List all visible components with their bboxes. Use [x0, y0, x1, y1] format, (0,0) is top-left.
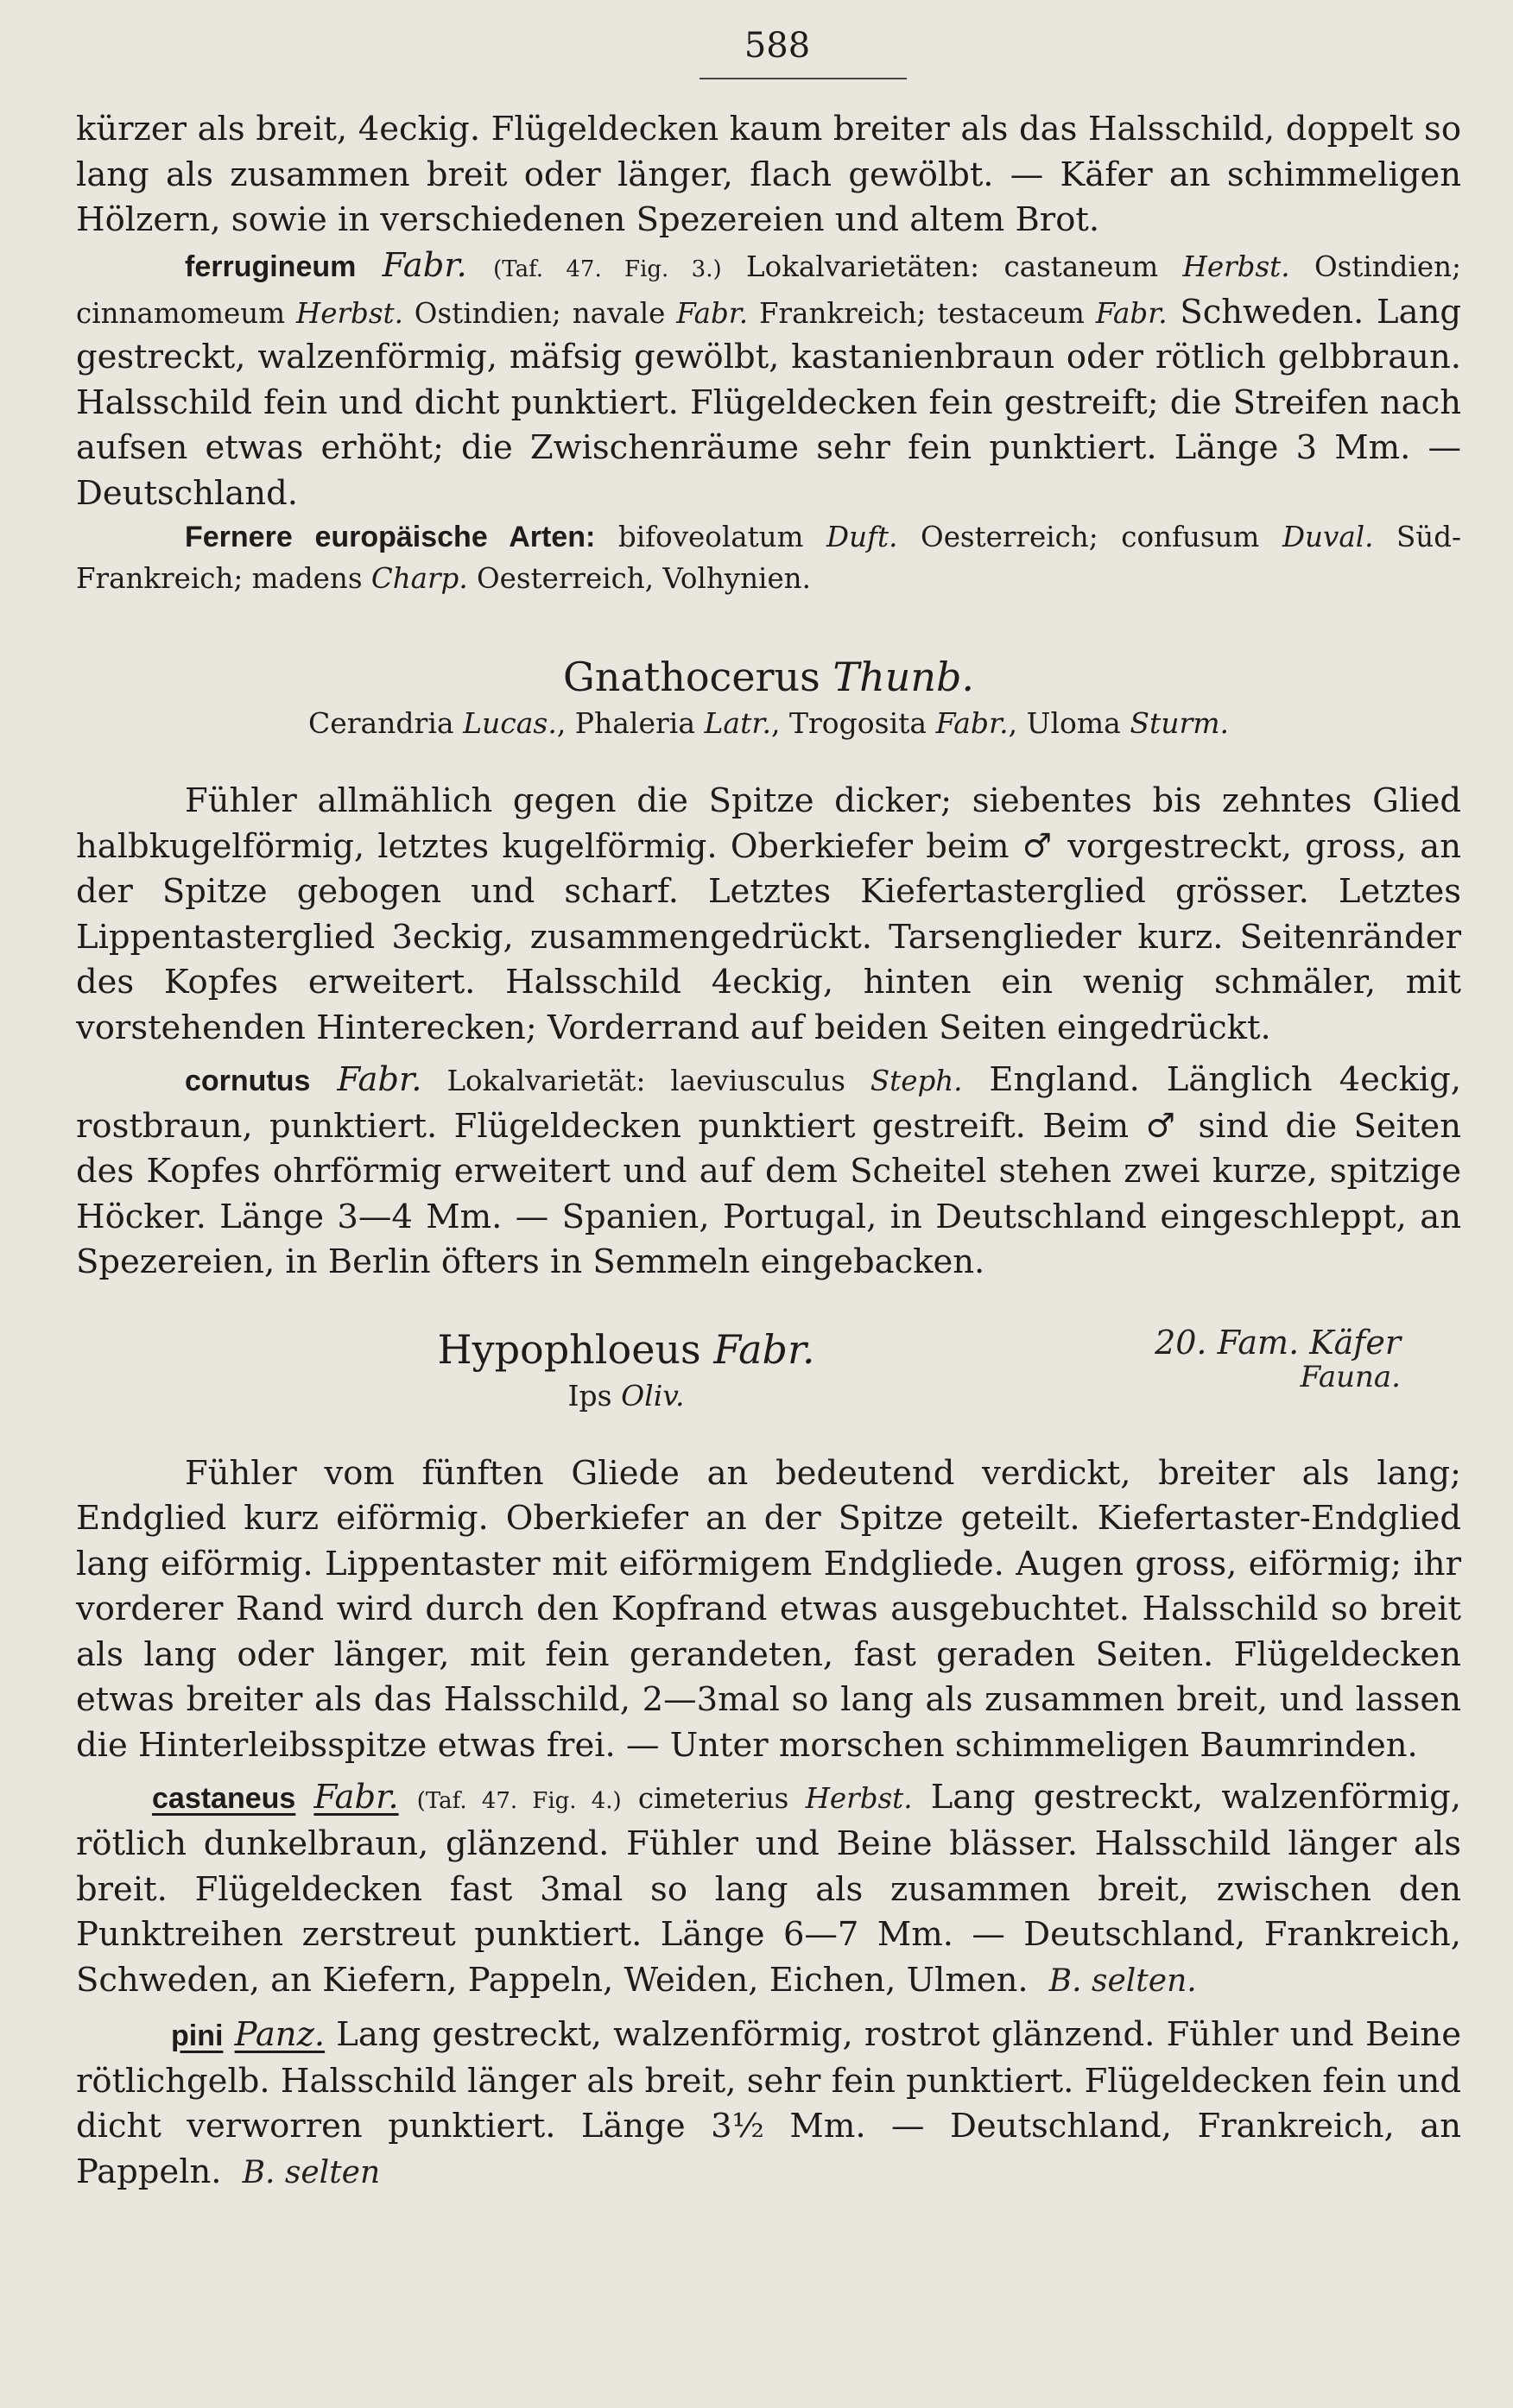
handwritten-family-note: 20. Fam. Käfer Fauna.: [1155, 1323, 1401, 1394]
genus-block-hypophloeus: [76, 1324, 1461, 1417]
species-name: pini: [171, 2019, 224, 2052]
handwritten-note: B. selten.: [1048, 1962, 1197, 1999]
species-name: cornutus: [185, 1065, 311, 1097]
page-number-rule: [700, 78, 907, 79]
species-name: ferrugineum: [185, 250, 357, 283]
other-european-species: Fernere europäische Arten: bifoveolatum Duft. Oesterreich; confusum Duval. Süd-Frankreich; madens Charp. Oesterreich, Volhynien.: [76, 521, 1461, 595]
species-description: Lang gestreckt, walzenförmig, rötlich dunkelbraun, glänzend. Fühler und Beine blässer. Halsschild länger als breit. Flügeldecken fast 3mal so lang als zusammen breit, zwischen den Punktreihen zerstreut punktiert. Länge 6—7 Mm. — Deutschland, Frankreich, Schweden, an Kiefern, Pappeln, Weiden, Eichen, Ulmen.: [76, 1778, 1461, 2000]
species-author: Panz.: [234, 2015, 326, 2054]
species-pini: [76, 2013, 1461, 2196]
species-castaneus: castaneus Fabr. (Taf. 47. Fig. 4.) cimeterius Herbst. Lang gestreckt, walzenförmig, rötlich dunkelbraun, glänzend. Fühler und Beine blässer. Halsschild länger als breit. Flügeldecken fast 3mal so lang als zusammen breit, zwischen den Punktreihen zerstreut punktiert. Länge 6—7 Mm. — Deutschland, Frankreich, Schweden, an Kiefern, Pappeln, Weiden, Eichen, Ulmen. B. selten.: [76, 1778, 1461, 2000]
genus-heading-hypophloeus: Hypophloeus Fabr.: [437, 1325, 815, 1373]
species-name: castaneus: [152, 1782, 296, 1815]
handwritten-note: B. selten: [242, 2154, 381, 2190]
species-ferrugineum: ferrugineum Fabr. (Taf. 47. Fig. 3.) Lokalvarietäten: castaneum Herbst. Ostindien; cinnamomeum Herbst. Ostindien; navale Fabr. Frankreich; testaceum Fabr. Schweden. Lang gestreckt, walzenförmig, mäfsig gewölbt, kastanienbraun oder rötlich gelbbraun. Halsschild fein und dicht punktiert. Flügeldecken fein gestreift; die Streifen nach aufsen etwas erhöht; die Zwischenräume sehr fein punktiert. Länge 3 Mm. — Deutschland.: [76, 245, 1462, 513]
species-author: Fabr.: [382, 245, 467, 285]
page-number: 588: [744, 26, 811, 66]
species-cornutus: cornutus Fabr. Lokalvarietät: laeviusculus Steph. England. Länglich 4eckig, rostbraun, punktiert. Flügeldecken punktiert gestreift. Beim ♂ sind die Seiten des Kopfes ohrförmig erweitert und auf dem Scheitel stehen zwei kurze, spitzige Höcker. Länge 3—4 Mm. — Spanien, Portugal, in Deutschland eingeschleppt, an Spezereien, in Berlin öfters in Semmeln eingebacken.: [76, 1060, 1461, 1281]
plate-reference: (Taf. 47. Fig. 4.): [416, 1788, 622, 1814]
genus-synonyms: Cerandria Lucas., Phaleria Latr., Trogosita Fabr., Uloma Sturm.: [307, 706, 1230, 740]
species-description: Schweden. Lang gestreckt, walzenförmig, mäfsig gewölbt, kastanienbraun oder rötlich gelbbraun. Halsschild fein und dicht punktiert. Flügeldecken fein gestreift; die Streifen nach aufsen etwas erhöht; die Zwischenräume sehr fein punktiert. Länge 3 Mm. — Deutschland.: [76, 292, 1462, 513]
genus-description: Fühler vom fünften Gliede an bedeutend verdickt, breiter als lang; Endglied kurz eiförmig. Oberkiefer an der Spitze geteilt. Kiefertaster-Endglied lang eiförmig. Lippentaster mit eiförmigem Endgliede. Augen gross, eiförmig; ihr vorderer Rand wird durch den Kopfrand etwas ausgebuchtet. Halsschild so breit als lang oder länger, mit fein gerandeten, fast geraden Seiten. Flügeldecken etwas breiter als das Halsschild, 2—3mal so lang als zusammen breit, und lassen die Hinterleibsspitze etwas frei. — Unter morschen schimmeligen Baumrinden.: [76, 1453, 1461, 1765]
genus-synonyms: Ips Oliv.: [567, 1378, 685, 1413]
genus-heading-gnathocerus: Gnathocerus Thunb.: [562, 654, 975, 700]
species-description: England. Länglich 4eckig, rostbraun, punktiert. Flügeldecken punktiert gestreift. Beim ♂ sind die Seiten des Kopfes ohrförmig erweitert und auf dem Scheitel stehen zwei kurze, spitzige Höcker. Länge 3—4 Mm. — Spanien, Portugal, in Deutschland eingeschleppt, an Spezereien, in Berlin öfters in Semmeln eingebacken.: [76, 1060, 1461, 1281]
genus-description: Fühler allmählich gegen die Spitze dicker; siebentes bis zehntes Glied halbkugelförmig, letztes kugelförmig. Oberkiefer beim ♂ vorgestreckt, gross, an der Spitze gebogen und scharf. Letztes Kiefertasterglied grösser. Letztes Lippentasterglied 3eckig, zusammengedrückt. Tarsenglieder kurz. Seitenränder des Kopfes erweitert. Halsschild 4eckig, hinten ein wenig schmäler, mit vorstehenden Hinterecken; Vorderrand auf beiden Seiten eingedrückt.: [76, 781, 1461, 1047]
species-description: Lang gestreckt, walzenförmig, rostrot glänzend. Fühler und Beine rötlichgelb. Halsschild länger als breit, sehr fein punktiert. Flügeldecken fein und dicht verworren punktiert. Länge 3½ Mm. — Deutschland, Frankreich, an Pappeln.: [76, 2015, 1461, 2191]
species-author: Fabr.: [337, 1060, 422, 1099]
plate-reference: (Taf. 47. Fig. 3.): [493, 256, 722, 282]
section-label: Fernere europäische Arten:: [185, 521, 596, 553]
intro-paragraph: kürzer als breit, 4eckig. Flügeldecken kaum breiter als das Halsschild, doppelt so lang als zusammen breit oder länger, flach gewölbt. — Käfer an schimmeligen Hölzern, sowie in verschiedenen Spezereien und altem Brot.: [76, 110, 1461, 239]
species-author: Fabr.: [313, 1778, 399, 1817]
